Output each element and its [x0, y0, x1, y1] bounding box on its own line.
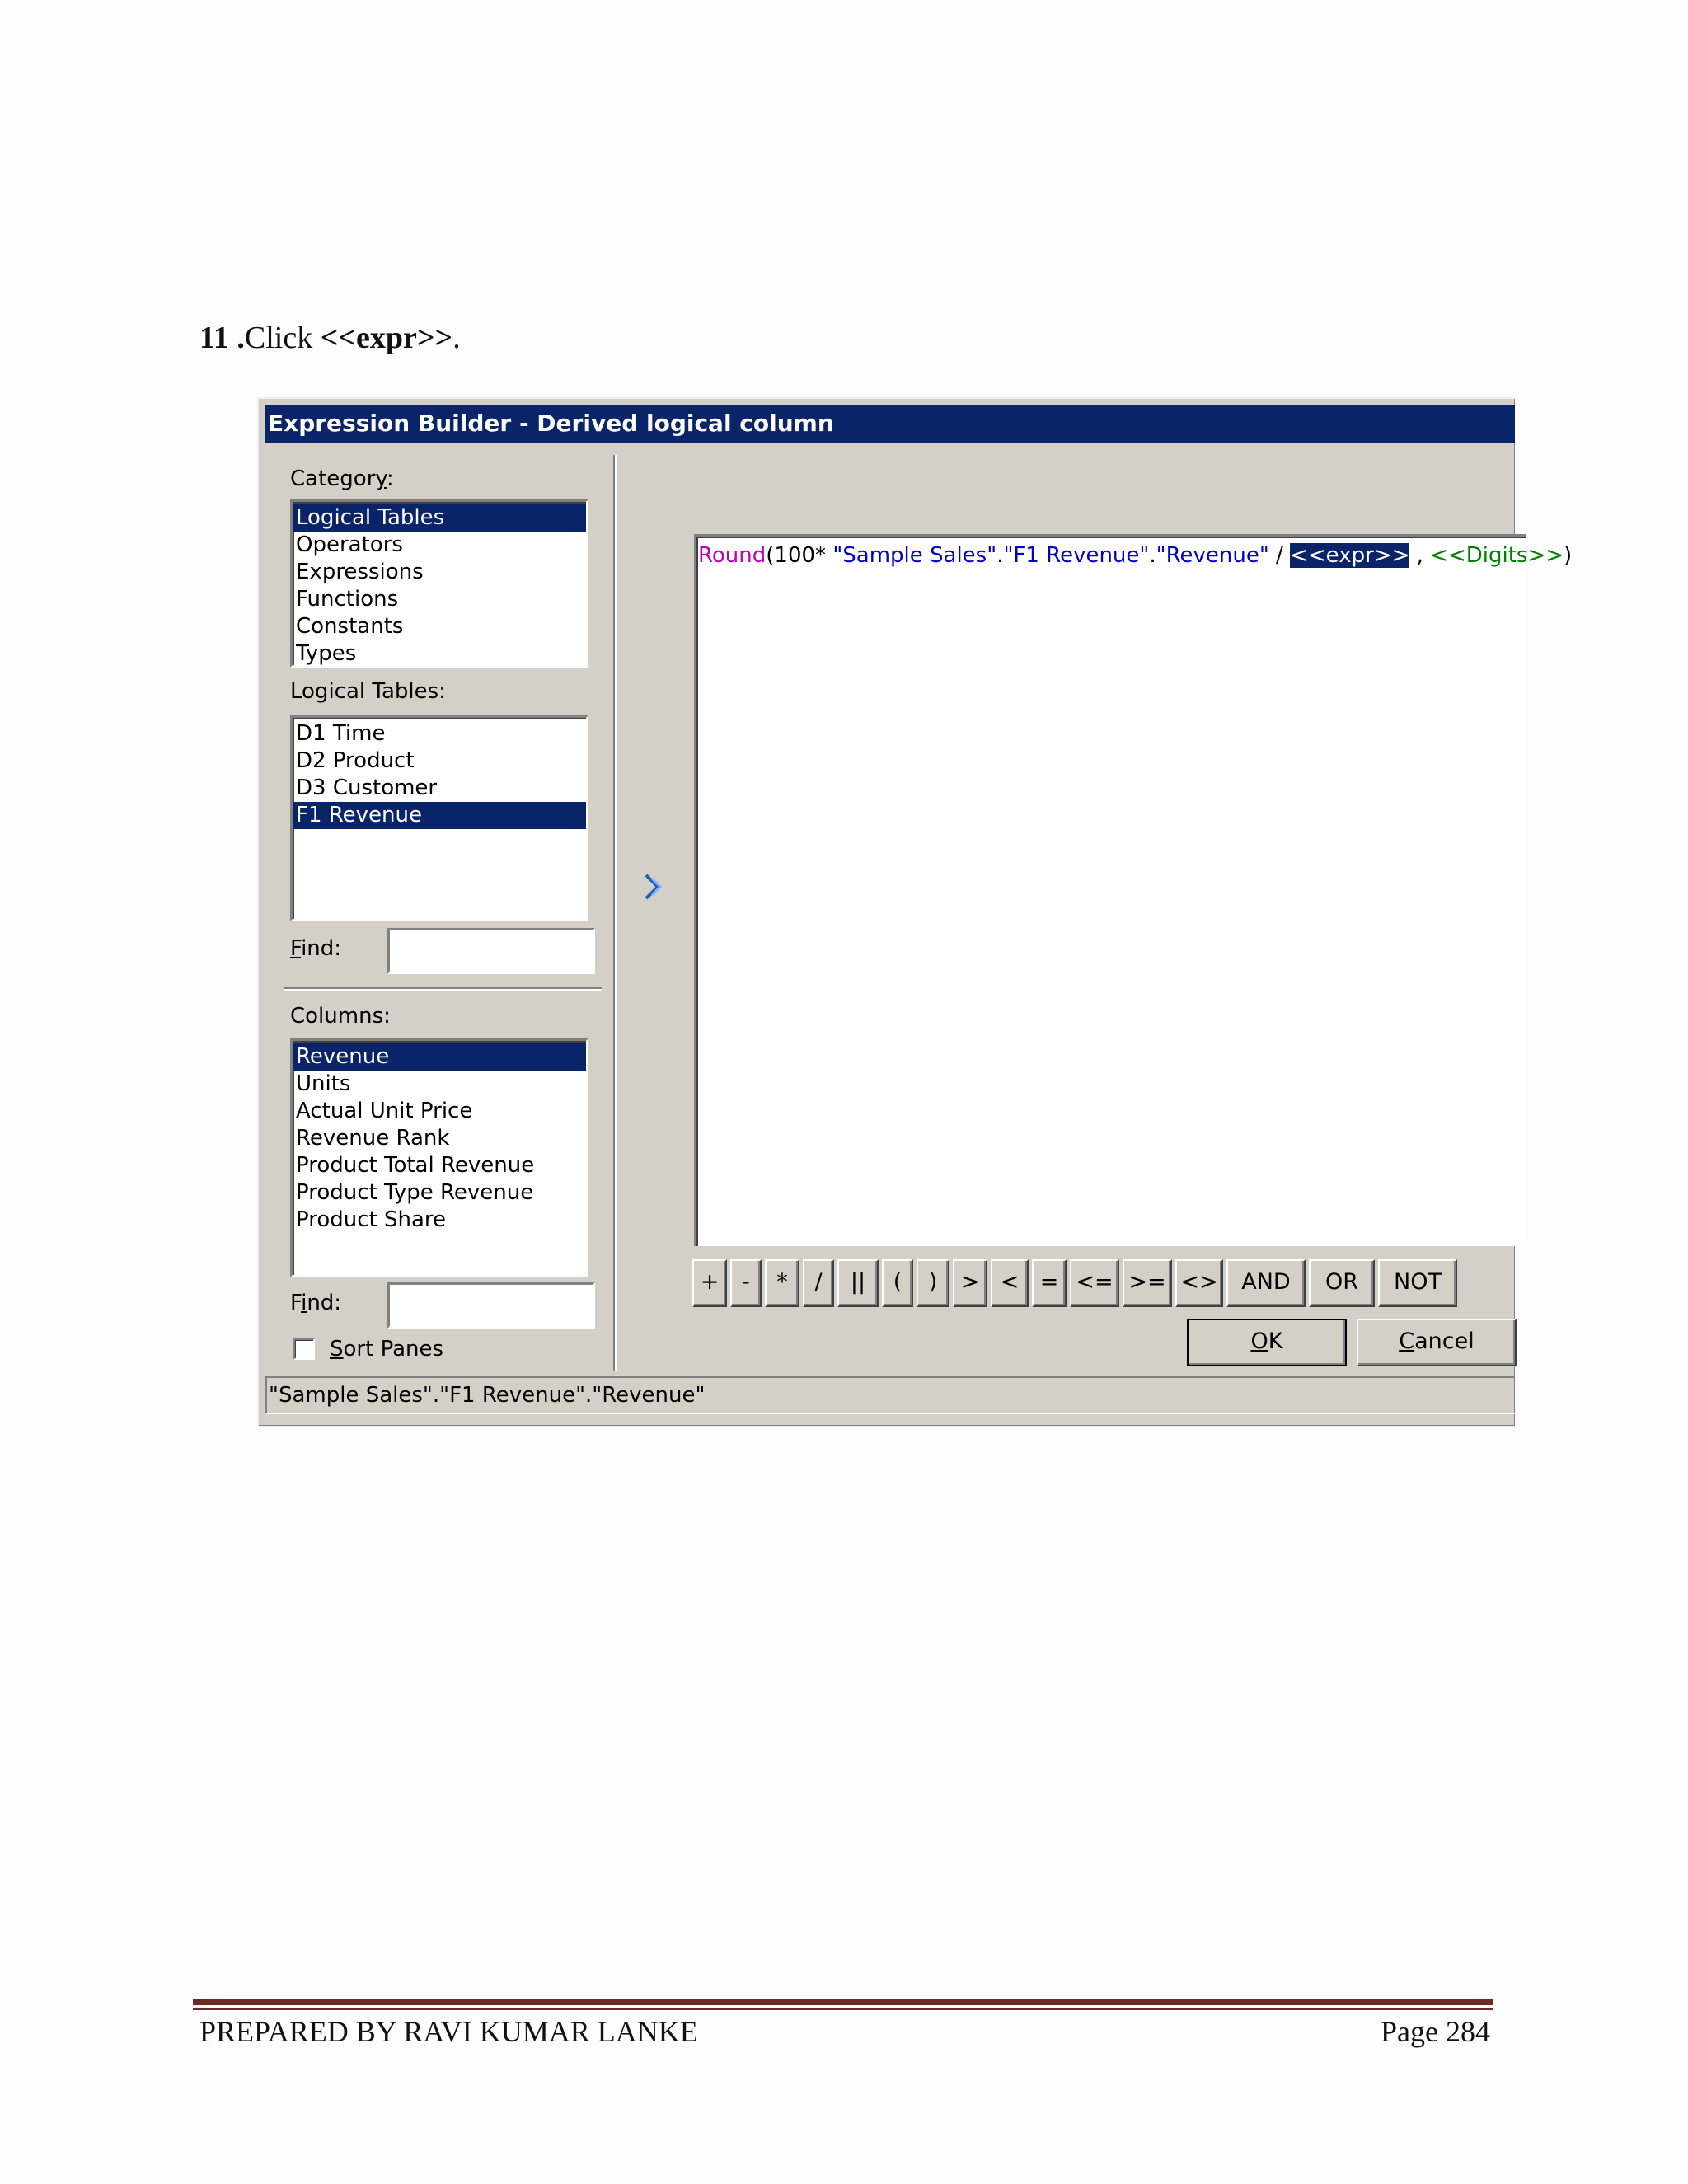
column-item[interactable]: Product Total Revenue [296, 1153, 535, 1178]
digits-placeholder[interactable]: <<Digits>> [1430, 543, 1564, 568]
columns-label: Columns: [290, 1004, 391, 1029]
token-identifier: "F1 Revenue" [1003, 543, 1150, 568]
operator-toolbar [692, 1259, 1550, 1307]
token-dot: . [996, 543, 1004, 568]
left-panel-separator [284, 987, 602, 991]
token-text: (100* [766, 543, 833, 568]
column-item[interactable]: Revenue Rank [296, 1126, 450, 1151]
operator-button[interactable]: ( [882, 1259, 913, 1307]
sort-panes-checkbox[interactable] [293, 1338, 315, 1360]
operator-button[interactable]: >= [1123, 1259, 1172, 1307]
logical-table-item[interactable]: D3 Customer [296, 776, 438, 800]
step-text: Click [244, 321, 321, 355]
column-item[interactable]: Units [296, 1071, 351, 1096]
operator-button[interactable]: < [991, 1259, 1029, 1307]
expr-placeholder-selected[interactable]: <<expr>> [1290, 543, 1410, 568]
column-item[interactable]: Product Share [296, 1207, 447, 1232]
logical-table-item[interactable]: D1 Time [296, 721, 386, 746]
category-item[interactable]: Types [296, 641, 357, 666]
token-identifier: "Revenue" [1156, 543, 1269, 568]
columns-find-input[interactable] [387, 1282, 595, 1329]
operator-button[interactable]: - [730, 1259, 762, 1307]
token-operator: / [1268, 543, 1291, 568]
operator-button[interactable]: <> [1175, 1259, 1223, 1307]
step-instruction [199, 320, 461, 356]
operator-button[interactable]: / [803, 1259, 834, 1307]
ok-button[interactable]: OK [1187, 1319, 1347, 1366]
footer-author: PREPARED BY RAVI KUMAR LANKE [199, 2015, 698, 2048]
operator-button[interactable]: || [837, 1259, 879, 1307]
step-number: 11 . [199, 321, 245, 355]
operator-button[interactable]: <= [1070, 1259, 1119, 1307]
expression-builder-dialog [257, 397, 1573, 1427]
category-item[interactable]: Constants [296, 614, 404, 639]
step-suffix: . [452, 321, 461, 355]
step-target: <<expr>> [320, 321, 453, 355]
token-close: ) [1564, 543, 1573, 568]
logical-tables-label: Logical Tables: [290, 679, 446, 704]
token-identifier: "Sample Sales" [832, 543, 997, 568]
tables-find-input[interactable] [387, 928, 595, 974]
chevron-right-icon[interactable] [640, 870, 668, 903]
dialog-title[interactable]: Expression Builder - Derived logical column [265, 405, 1515, 443]
category-item[interactable]: Expressions [296, 560, 424, 584]
expression-editor[interactable] [694, 534, 1573, 1246]
columns-list[interactable] [290, 1038, 588, 1277]
category-label: Category: [290, 466, 394, 491]
column-item[interactable]: Revenue [293, 1043, 586, 1071]
tables-find-label: Find: [290, 936, 342, 961]
cancel-button[interactable]: Cancel [1357, 1319, 1517, 1366]
columns-find-label: Find: [290, 1291, 342, 1315]
pane-separator [613, 455, 617, 1371]
category-item[interactable]: Functions [296, 587, 399, 612]
operator-button[interactable]: AND [1226, 1259, 1306, 1307]
footer-page-number: Page 284 [1381, 2015, 1490, 2048]
logical-table-item[interactable]: F1 Revenue [293, 802, 586, 829]
footer-rule-thin [193, 2008, 1493, 2010]
category-item[interactable]: Operators [296, 532, 403, 557]
sort-panes-label[interactable]: Sort Panes [330, 1337, 444, 1361]
status-bar: "Sample Sales"."F1 Revenue"."Revenue" [265, 1376, 1515, 1414]
operator-button[interactable]: = [1032, 1259, 1067, 1307]
logical-tables-list[interactable] [290, 715, 588, 921]
column-item[interactable]: Actual Unit Price [296, 1099, 473, 1123]
token-function: Round [698, 543, 767, 568]
logical-table-item[interactable]: D2 Product [296, 748, 415, 773]
operator-button[interactable]: NOT [1378, 1259, 1457, 1307]
category-list[interactable] [290, 499, 588, 668]
footer-rule [193, 1999, 1493, 2005]
token-dot: . [1149, 543, 1156, 568]
operator-button[interactable]: * [765, 1259, 799, 1307]
operator-button[interactable]: ) [917, 1259, 950, 1307]
category-item[interactable]: Logical Tables [293, 504, 586, 532]
token-separator: , [1409, 543, 1431, 568]
operator-button[interactable]: > [953, 1259, 987, 1307]
operator-button[interactable]: OR [1309, 1259, 1375, 1307]
operator-button[interactable]: + [692, 1259, 727, 1307]
column-item[interactable]: Product Type Revenue [296, 1180, 534, 1205]
